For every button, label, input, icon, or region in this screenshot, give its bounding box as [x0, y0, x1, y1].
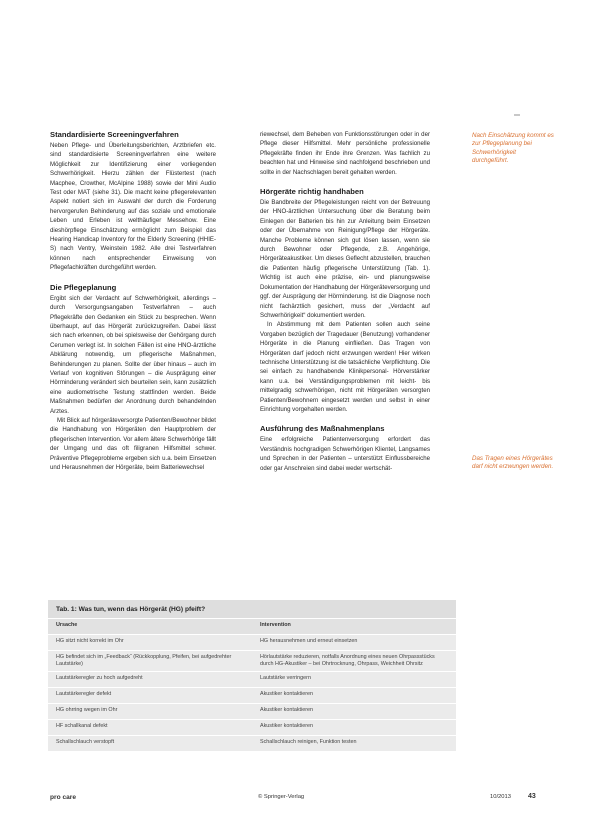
paragraph-pflegeplanung: Ergibt sich der Verdacht auf Schwerhörigkeit, allerdings – durch Versorgungsangaben Testverfahren – auch Pflegekräfte den Gedanken ein Stück zu besprechen. Wenn überhaupt, auf das Hörgerät zurückzugreifen. Dabei lässt sich nach erkennen, ob bei spielsweise der Gehörgang durch Cerumen verlegt ist. In solchen Fällen ist eine HNO-ärztliche Abklärung notwendig, um pflegerische Maßnahmen, Behinderungen zu planen. Sollte der über hinaus – auch im Verlauf von kognitiven Störungen – die Ausprägung einer Hörminderung verändert sich beurteilen sein, kann zusätzlich eine audiometrische Testung stattfinden werden. Beide Maßnahmen bedürfen der Anordnung durch behandelnden Arztes.: [50, 294, 216, 415]
footer-date: 10/2013: [490, 794, 511, 800]
margin-note-1: Nach Einschätzung kommt es zur Pflegeplanung bei Schwerhörigkeit durchgeführt.: [472, 132, 554, 165]
paragraph-screening: Neben Pflege- und Überleitungsberichten, Arztbriefen etc. sind standardisierte Screeningverfahren eine weitere Möglichkeit zur Identifizierung einer vorliegenden Schwerhörigkeit. Hierzu zählen der Flüstertest (nach Macphee, Crowther, McAlpine 1988) sowie der Mini Audio Test oder MAT (siehe 31). Die macht keine pflegerelevanten Aspekt notiert sich im Auswahl der durch die Forderung hervorgerufen Behinderung auf das soziale und emotionale Leben und Erleben ist welthäufiger Messehow. Eine dieshörpflege Einschätzung ermöglicht zum Beispiel das Hearing Handicap Inventory for the Elderly Screening (HHIE-S) nach Ventry, Weinstein 1982. Alle drei Testverfahren können nach entsprechender Einweisung von Pflegefachkräften durchgeführt werden.: [50, 142, 216, 272]
table-cell-intervention: Lautstärke verringern: [252, 671, 456, 687]
table-cell-cause: Lautstärkeregler zu hoch aufgedreht: [48, 671, 252, 687]
footer-page-number: 43: [528, 793, 536, 800]
section-heading-pflegeplanung: Die Pflegeplanung: [50, 282, 117, 292]
table-grid: [48, 618, 456, 751]
paragraph-handhaben-2: In Abstimmung mit dem Patienten sollen auch seine Vorgaben bezüglich der Tragedauer (Benutzung) vorhandener Hörgeräte in die Planung einfließen. Das Tragen von Hörgeräten darf jedoch nicht erzwungen werden! Hier wirken technische Unterstützung ist die tatsächliche Verpflichtung. Die sei einfach zu handhabende Klinikpersonal- Hörverstärker kann u.a. bei Verständigungsproblemen mit leicht- bis mittelgradig schwerhörigen, nicht mit Hörgeräten versorgten Patienten/Bewohnern eingesetzt werden und selbst in einer Einrichtung vorgehalten werden.: [260, 321, 430, 413]
corner-mark: [514, 114, 520, 116]
section-heading-handhaben: Hörgeräte richtig handhaben: [260, 187, 364, 197]
table-title: Tab. 1: Was tun, wenn das Hörgerät (HG) pfeift?: [48, 600, 456, 618]
table-cell-cause: Schallschlauch verstopft: [48, 735, 252, 751]
table-cell-cause: HG sitzt nicht korrekt im Ohr: [48, 634, 252, 650]
left-column: [50, 130, 216, 472]
section-heading-screening: Standardisierte Screeningverfahren: [50, 130, 179, 139]
margin-note-2: Das Tragen eines Hörgerätes darf nicht erzwungen werden.: [472, 455, 554, 471]
paragraph-intro: riewechsel, dem Beheben von Funktionsstörungen oder in der Pflege dieser Hilfsmittel. Mehr persönliche professionelle Pflegekräfte finden ihr Ende ihre Grenzen. Was fachlich zu beachten hat und Hinweise sind nachfolgend beschrieben und sollte in der Nachschlagen bereit gehalten werden.: [260, 131, 430, 176]
table-1: [48, 600, 456, 751]
table-cell-cause: Lautstärkeregler defekt: [48, 687, 252, 703]
right-column: [260, 130, 430, 473]
footer-journal: pro care: [50, 794, 77, 801]
table-cell-cause: HF schallkanal defekt: [48, 719, 252, 735]
table-cell-intervention: Akustiker kontaktieren: [252, 703, 456, 719]
paragraph-pflegeplanung-2: Mit Blick auf hörgeräteversorgte Patienten/Bewohner bildet die Handhabung von Hörgeräten den Hauptproblem der pflegerischen Intervention. Vor allem ältere Schwerhörige fällt der Umgang und das oft filigranen Hilfsmittel schwer. Präventive Pflegeprobleme ergeben sich u.a. beim Einsetzen und Herausnehmen der Hörgeräte, beim Batteriewechsel: [50, 416, 216, 471]
table-cell-intervention: Hörlautstärke reduzieren, notfalls Anordnung eines neuen Ohrpassstücks durch HG-Akustiker – bei Ohrtrocknung, Ohrpass, Weichheit Ohrsitz: [252, 650, 456, 671]
table-cell-intervention: Schallschlauch reinigen, Funktion testen: [252, 735, 456, 751]
table-cell-cause: HG ohrring wegen im Ohr: [48, 703, 252, 719]
paragraph-handhaben: Die Bandbreite der Pflegeleistungen reicht von der Betreuung der HNO-ärztlichen Untersuchung über die Beratung beim Einlegen der Batterien bis hin zur Anleitung beim Einsetzen oder der Übernahme von Reinigung/Pflege der Hörgeräte. Manche Probleme können sich gut lösen lassen, wenn sie durch Bewohner oder Pflegende, z.B. Angehörige, Hörgeräteakustiker. Um dieses Geflecht abzustellen, brauchen die Patienten häufig pflegerische Unterstützung (Tab. 1). Wichtig ist auch eine präzise, ein- und planungsweise Dokumentation der Handhabung der Hörgeräteversorgung und ggf. der Ausprägung der Hörminderung. Ist die Diagnose noch nicht fachärztlich gesichert, muss der „Verdacht auf Schwerhörigkeit“ dokumentiert werden.: [260, 199, 430, 319]
footer-publisher: © Springer-Verlag: [258, 794, 305, 800]
table-cell-intervention: HG herausnehmen und erneut einsetzen: [252, 634, 456, 650]
paragraph-ausfuehrung: Eine erfolgreiche Patientenversorgung erfordert das Verständnis hochgradigen Schwerhörigen Klientel, Langsames und Sprechen in der Patienten – unterstützt Einflussbereiche oder gar Anschreien sind dabei weder wertschät-: [260, 436, 430, 472]
table-cell-intervention: Akustiker kontaktieren: [252, 687, 456, 703]
table-cell-intervention: Akustiker kontaktieren: [252, 719, 456, 735]
section-heading-ausfuehrung: Ausführung des Maßnahmenplans: [260, 424, 385, 434]
table-header-cause: Ursache: [48, 618, 252, 634]
table-header-intervention: Intervention: [252, 618, 456, 634]
table-cell-cause: HG befindet sich im „Feedback“ (Rückkopplung, Pfeifen, bei aufgedrehter Lautstärke): [48, 650, 252, 671]
